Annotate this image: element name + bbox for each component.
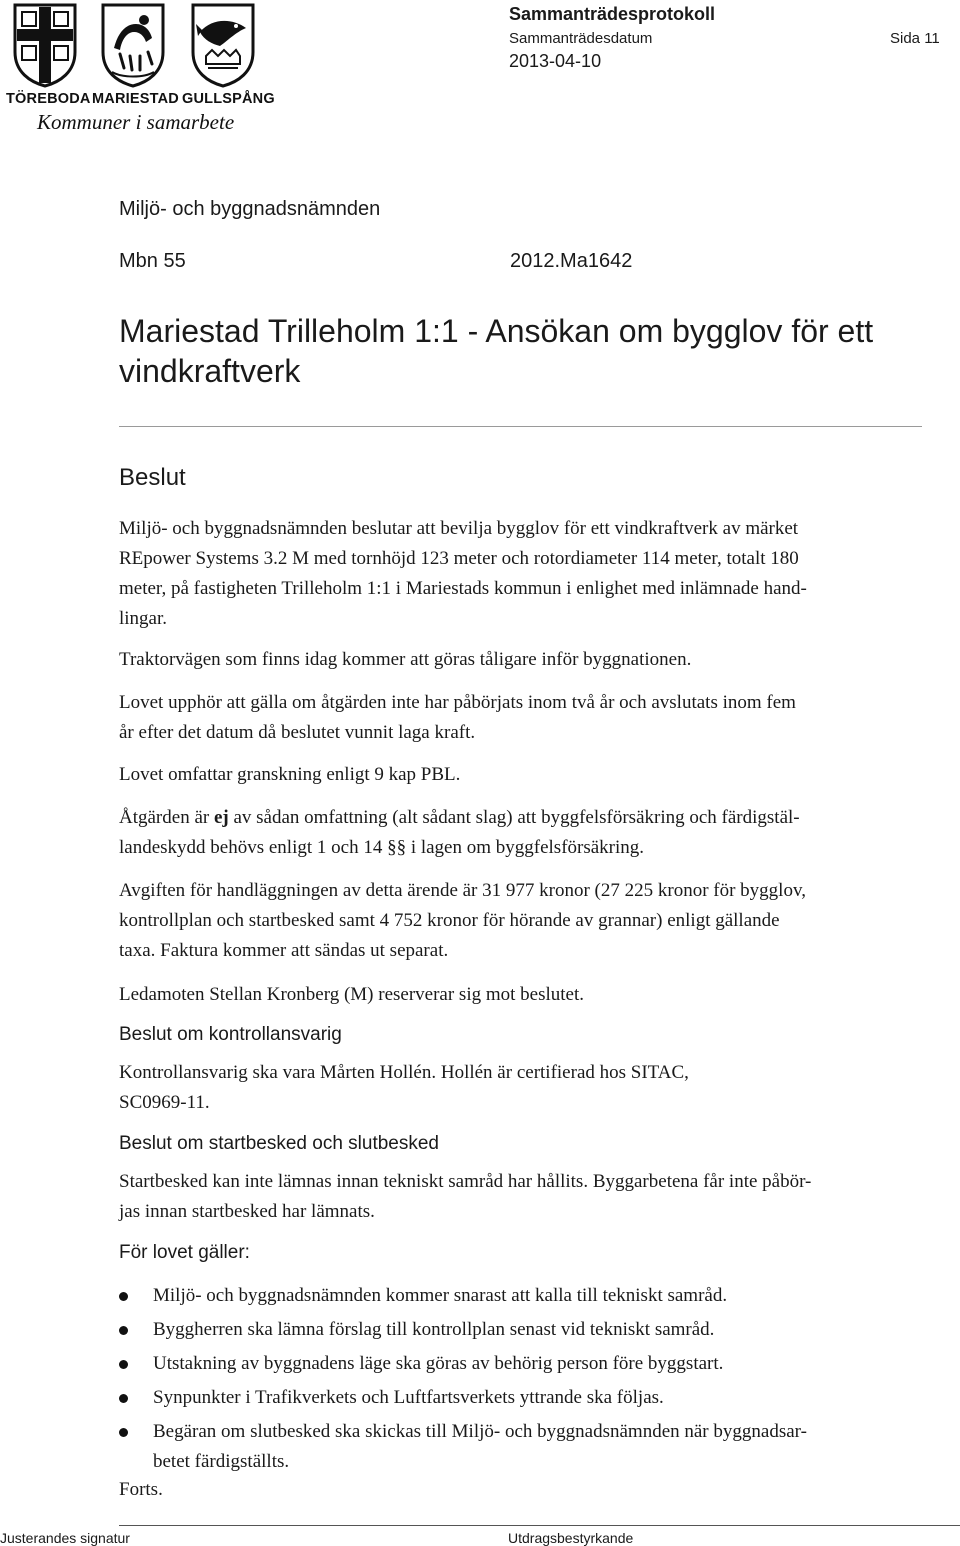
text-line: Lovet upphör att gälla om åtgärden inte har påbörjats inom två år och avslutats inom fem bbox=[119, 692, 796, 713]
list-item: Begäran om slutbesked ska skickas till Miljö- och byggnadsnämnden när byggnadsar- betet färdigställts. bbox=[119, 1417, 929, 1477]
text-line: meter, på fastigheten Trilleholm 1:1 i Mariestads kommun i enlighet med inlämnade hand- bbox=[119, 578, 807, 599]
continued-marker: Forts. bbox=[119, 1479, 163, 1500]
text-line: Miljö- och byggnadsnämnden beslutar att bevilja bygglov för ett vindkraftverk av märket bbox=[119, 518, 799, 539]
text-line: Startbesked kan inte lämnas innan tekniskt samråd har hållits. Byggarbetena får inte påbör- bbox=[119, 1171, 812, 1192]
toreboda-coat-of-arms-icon bbox=[12, 2, 78, 88]
signature-label: Justerandes signatur bbox=[0, 1530, 130, 1546]
meeting-date-value: 2013-04-10 bbox=[509, 51, 602, 71]
text-line: Avgiften för handläggningen av detta ärende är 31 977 kronor (27 225 kronor för bygglov, bbox=[119, 880, 806, 901]
municipality-logos bbox=[6, 2, 258, 94]
emphasis-ej: ej bbox=[213, 807, 229, 828]
municipality-gullspang: GULLSPÅNG bbox=[182, 91, 275, 107]
page-number: Sida 11 bbox=[890, 30, 940, 47]
section-heading-conditions: För lovet gäller: bbox=[119, 1242, 250, 1263]
text-line: kontrollplan och startbesked samt 4 752 kronor för hörande av grannar) enligt gällande bbox=[119, 910, 780, 931]
certification-label: Utdragsbestyrkande bbox=[508, 1530, 634, 1546]
municipality-mariestad: MARIESTAD bbox=[92, 91, 179, 107]
section-heading-startbesked: Beslut om startbesked och slutbesked bbox=[119, 1133, 440, 1154]
validity-paragraph bbox=[119, 688, 929, 748]
case-number: Mbn 55 bbox=[119, 250, 186, 272]
fee-paragraph bbox=[119, 876, 929, 966]
section-heading-kontrollansvarig: Beslut om kontrollansvarig bbox=[119, 1024, 342, 1045]
text-line: år efter det datum då beslutet vunnit laga kraft. bbox=[119, 722, 476, 743]
mariestad-coat-of-arms-icon bbox=[100, 2, 166, 88]
page-title-line: vindkraftverk bbox=[119, 353, 301, 389]
text-line: taxa. Faktura kommer att sändas ut separat. bbox=[119, 940, 449, 961]
list-item: Byggherren ska lämna förslag till kontrollplan senast vid tekniskt samråd. bbox=[119, 1315, 929, 1345]
conditions-list bbox=[119, 1281, 929, 1481]
text-line: av sådan omfattning (alt sådant slag) att byggfelsförsäkring och färdigstäl- bbox=[228, 807, 800, 828]
review-paragraph: Lovet omfattar granskning enligt 9 kap PBL. bbox=[119, 764, 461, 785]
kontrollansvarig-paragraph bbox=[119, 1058, 929, 1118]
text-line: Kontrollansvarig ska vara Mårten Hollén. Hollén är certifierad hos SITAC, bbox=[119, 1062, 689, 1083]
page-title bbox=[119, 311, 919, 391]
meeting-date-label: Sammanträdesdatum bbox=[509, 30, 653, 47]
text-line: jas innan startbesked har lämnats. bbox=[119, 1201, 375, 1222]
title-divider bbox=[119, 426, 922, 427]
text-line: SC0969-11. bbox=[119, 1092, 210, 1113]
road-paragraph: Traktorvägen som finns idag kommer att göras tåligare inför byggnationen. bbox=[119, 649, 692, 670]
list-item: Synpunkter i Trafikverkets och Luftfartsverkets yttrande ska följas. bbox=[119, 1383, 929, 1413]
section-heading-beslut: Beslut bbox=[119, 464, 186, 491]
text-line: landeskydd behövs enligt 1 och 14 §§ i lagen om byggfelsförsäkring. bbox=[119, 837, 645, 858]
startbesked-paragraph bbox=[119, 1167, 929, 1227]
municipality-toreboda: TÖREBODA bbox=[6, 91, 91, 107]
committee-name: Miljö- och byggnadsnämnden bbox=[119, 198, 381, 220]
insurance-paragraph bbox=[119, 803, 929, 863]
protocol-title: Sammanträdesprotokoll bbox=[509, 4, 716, 24]
reservation-paragraph: Ledamoten Stellan Kronberg (M) reserverar sig mot beslutet. bbox=[119, 984, 585, 1005]
text-line: REpower Systems 3.2 M med tornhöjd 123 meter och rotordiameter 114 meter, totalt 180 bbox=[119, 548, 799, 569]
footer-divider bbox=[119, 1525, 960, 1526]
logo-tagline: Kommuner i samarbete bbox=[37, 110, 235, 134]
text-line: Åtgärden är bbox=[119, 807, 214, 828]
gullspang-coat-of-arms-icon bbox=[190, 2, 256, 88]
list-item: Utstakning av byggnadens läge ska göras av behörig person före byggstart. bbox=[119, 1349, 929, 1379]
decision-paragraph bbox=[119, 514, 929, 634]
case-reference: 2012.Ma1642 bbox=[510, 250, 633, 272]
page-title-line: Mariestad Trilleholm 1:1 - Ansökan om bygglov för ett bbox=[119, 313, 874, 349]
list-item: Miljö- och byggnadsnämnden kommer snarast att kalla till tekniskt samråd. bbox=[119, 1281, 929, 1311]
text-line: lingar. bbox=[119, 608, 168, 629]
